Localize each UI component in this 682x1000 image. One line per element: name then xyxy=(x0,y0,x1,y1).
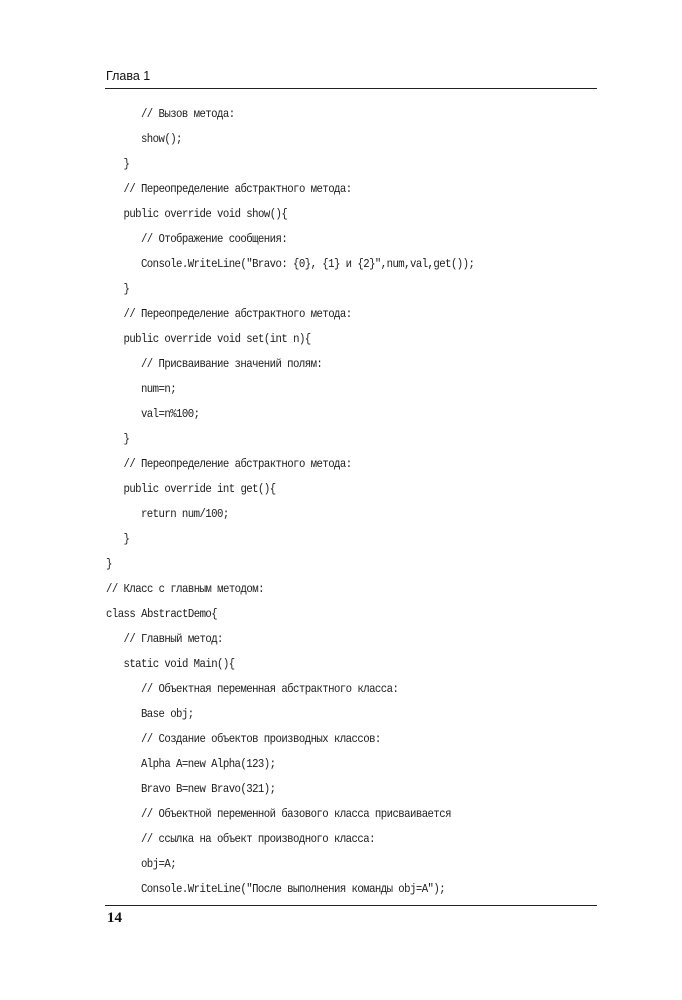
code-line: // Переопределение абстрактного метода: xyxy=(123,308,352,321)
page-number: 14 xyxy=(107,910,122,926)
code-listing xyxy=(106,102,596,902)
code-line: // Объектной переменной базового класса присваивается xyxy=(140,808,451,821)
code-line: public override int get(){ xyxy=(123,483,276,496)
code-line: // Переопределение абстрактного метода: xyxy=(123,458,352,471)
code-line: static void Main(){ xyxy=(123,658,235,671)
code-line: } xyxy=(123,533,130,546)
code-line: public override void show(){ xyxy=(123,208,288,221)
header-divider xyxy=(105,88,597,89)
code-line: } xyxy=(106,558,112,571)
code-line: } xyxy=(123,158,130,171)
code-line: // Вызов метода: xyxy=(140,108,235,121)
code-line: // Объектная переменная абстрактного класса: xyxy=(140,683,399,696)
code-line: Base obj; xyxy=(140,708,194,721)
code-line: // Главный метод: xyxy=(123,633,223,646)
code-line: obj=A; xyxy=(140,858,177,871)
chapter-header: Глава 1 xyxy=(106,69,151,83)
code-line: return num/100; xyxy=(140,508,229,521)
code-line: } xyxy=(123,283,130,296)
code-line: } xyxy=(123,433,130,446)
code-line: // ссылка на объект производного класса: xyxy=(140,833,375,846)
code-line: Console.WriteLine("Bravo: {0}, {1} и {2}",num,val,get()); xyxy=(140,258,475,271)
code-line: Bravo B=new Bravo(321); xyxy=(140,783,276,796)
footer-divider xyxy=(105,905,597,906)
code-line: Console.WriteLine("После выполнения команды obj=A"); xyxy=(140,883,446,896)
code-line: // Отображение сообщения: xyxy=(140,233,288,246)
code-line: show(); xyxy=(140,133,182,146)
code-line: public override void set(int n){ xyxy=(123,333,311,346)
code-line: // Создание объектов производных классов: xyxy=(140,733,381,746)
code-line: Alpha A=new Alpha(123); xyxy=(140,758,276,771)
code-line: // Класс с главным методом: xyxy=(106,583,264,596)
code-line: // Присваивание значений полям: xyxy=(140,358,323,371)
code-line: // Переопределение абстрактного метода: xyxy=(123,183,352,196)
code-line: num=n; xyxy=(140,383,177,396)
code-line: val=n%100; xyxy=(140,408,200,421)
code-line: class AbstractDemo{ xyxy=(106,608,218,621)
